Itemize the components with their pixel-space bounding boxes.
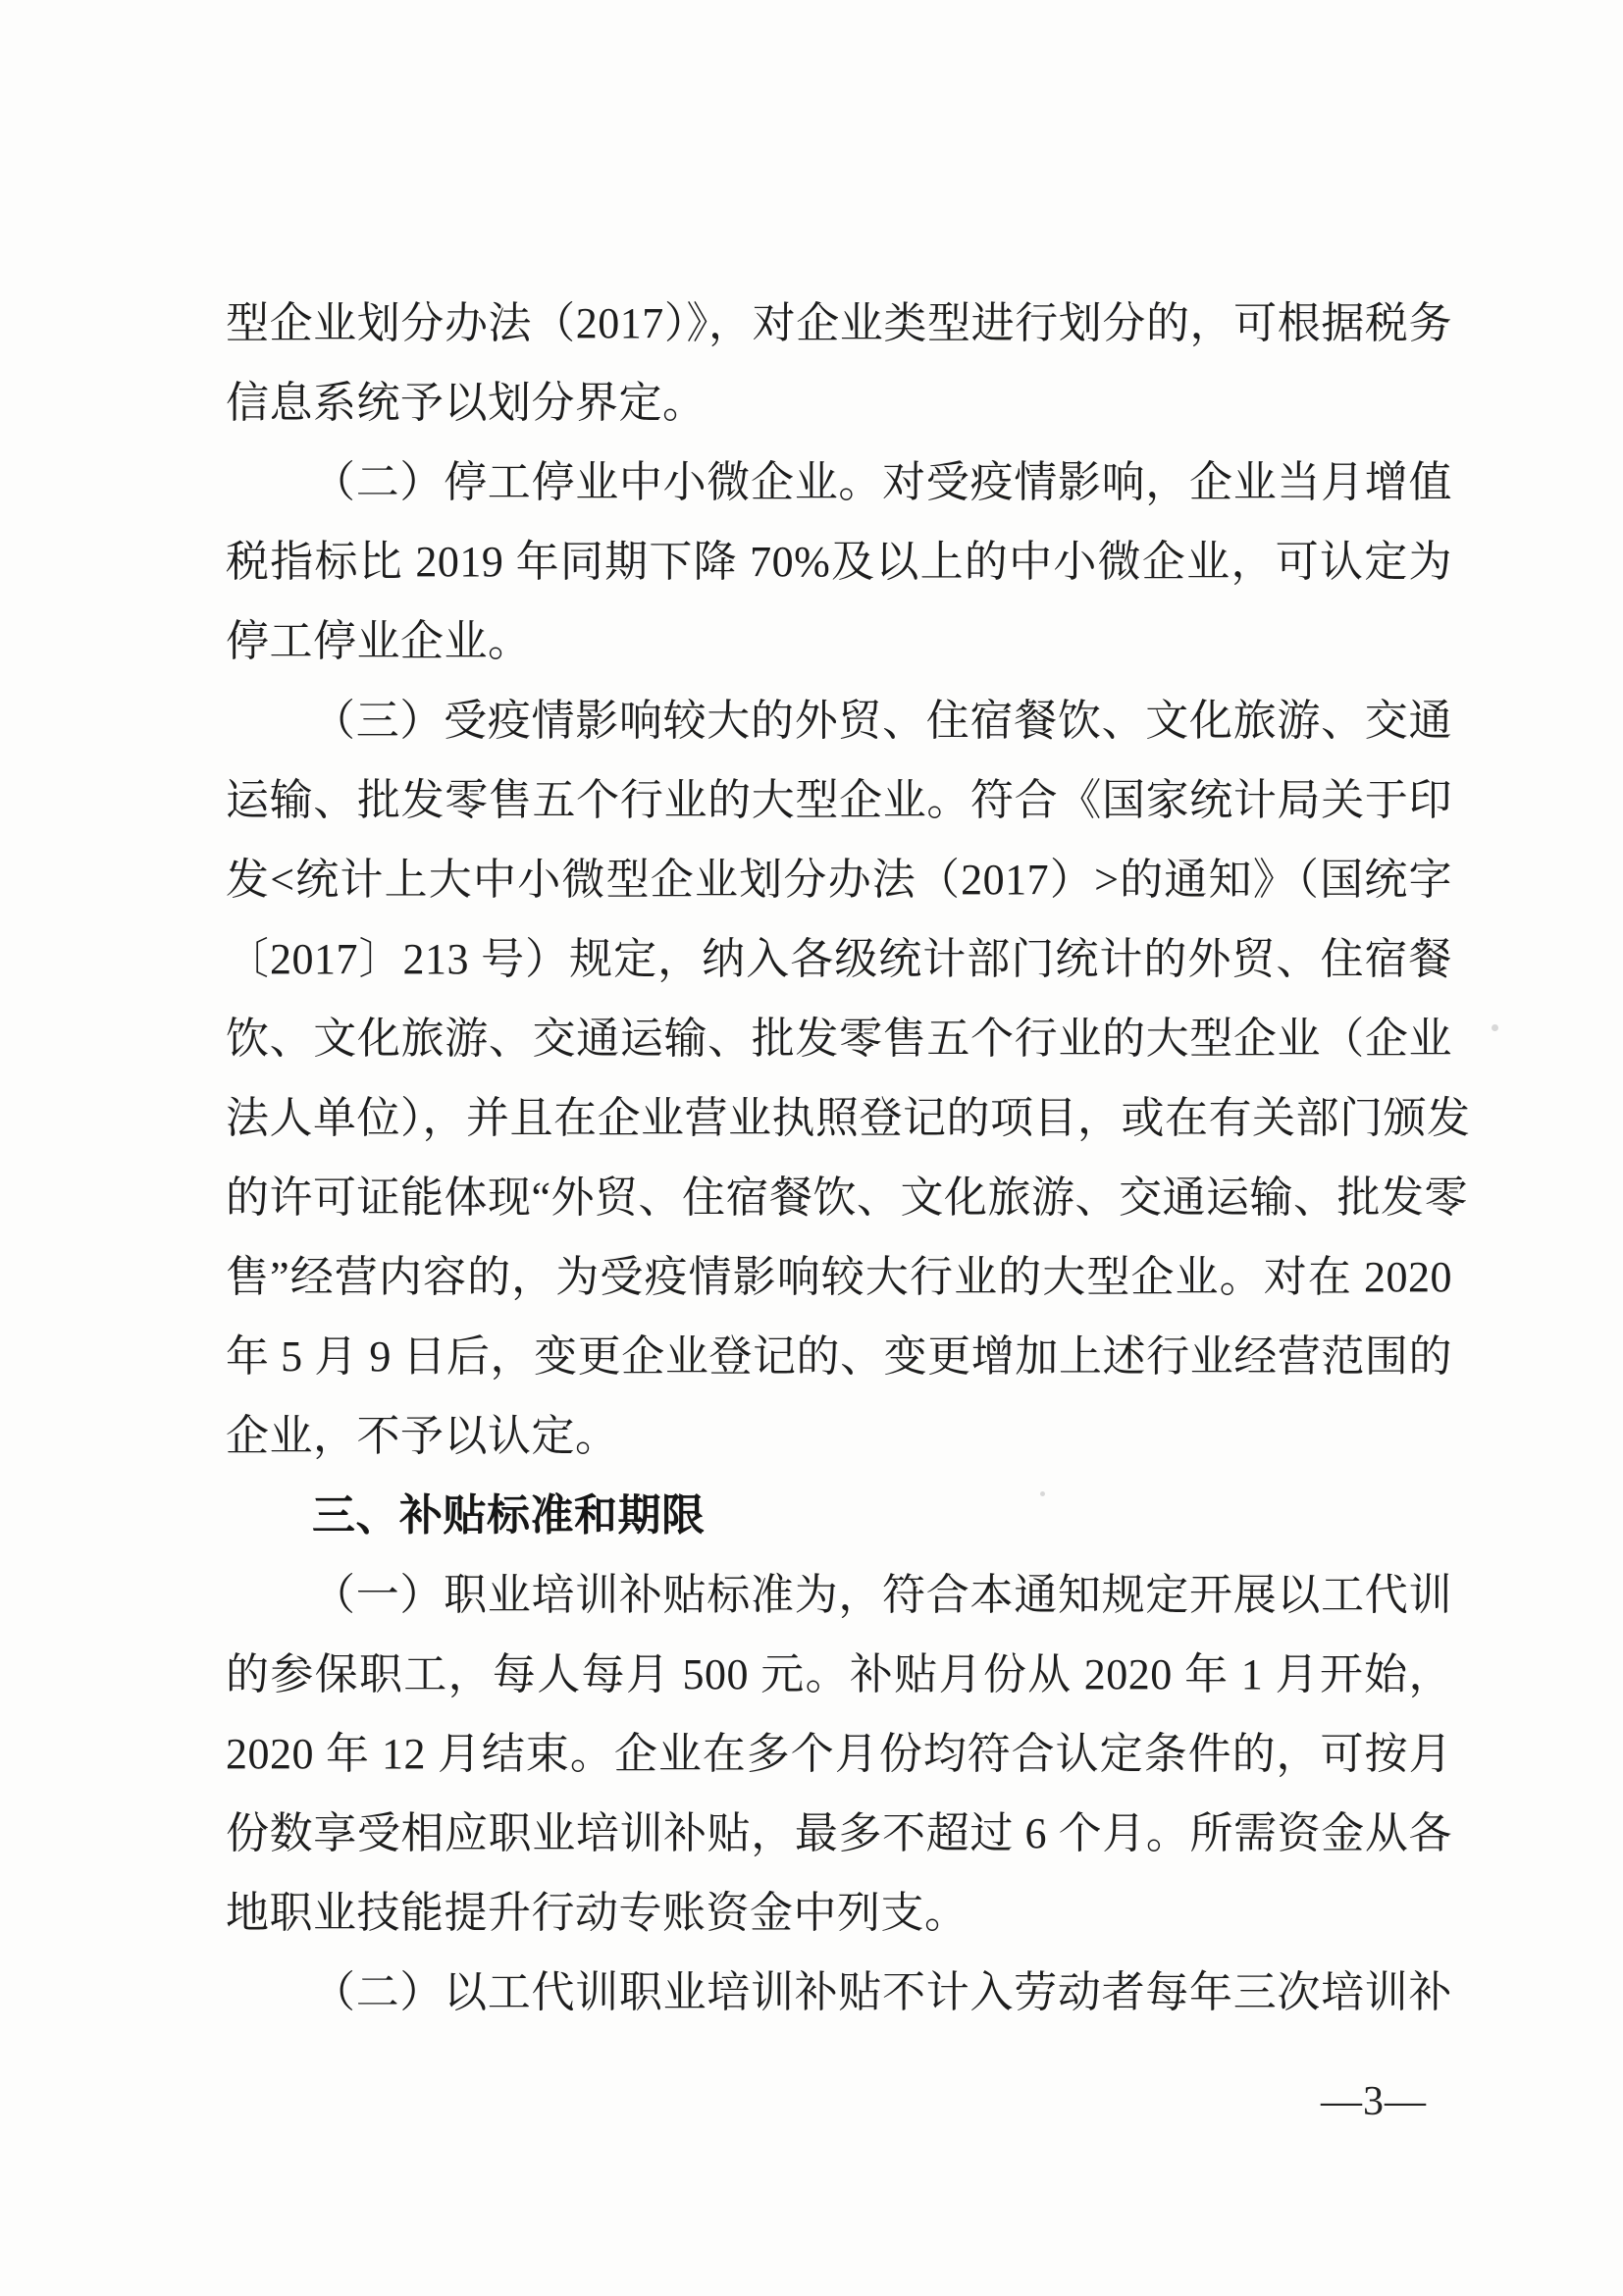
document-body <box>226 284 1471 2032</box>
text-line: （三）受疫情影响较大的外贸、住宿餐饮、文化旅游、交通 <box>312 697 1452 745</box>
text-line: 信息系统予以划分界定。 <box>226 379 707 427</box>
text-line: 型企业划分办法（2017）》，对企业类型进行划分的，可根据税务 <box>226 299 1452 347</box>
text-line: 2020 年 12 月结束。企业在多个月份均符合认定条件的，可按月 <box>226 1730 1452 1778</box>
text-line: 年 5 月 9 日后，变更企业登记的、变更增加上述行业经营范围的 <box>226 1332 1452 1381</box>
text-line: 份数享受相应职业培训补贴，最多不超过 6 个月。所需资金从各 <box>226 1809 1452 1857</box>
page-number: —3— <box>1321 2079 1427 2124</box>
text-line: 法人单位），并且在企业营业执照登记的项目，或在有关部门颁发 <box>226 1094 1471 1142</box>
text-line: 税指标比 2019 年同期下降 70%及以上的中小微企业，可认定为 <box>226 538 1452 586</box>
scan-speck <box>1040 1491 1045 1496</box>
scan-speck <box>1492 1024 1498 1031</box>
text-line: 停工停业企业。 <box>226 617 532 665</box>
text-line: （一）职业培训补贴标准为，符合本通知规定开展以工代训 <box>312 1571 1452 1619</box>
text-line: 〔2017〕213 号）规定，纳入各级统计部门统计的外贸、住宿餐 <box>226 935 1452 983</box>
text-line: 售”经营内容的，为受疫情影响较大行业的大型企业。对在 2020 <box>226 1253 1452 1301</box>
text-line: 运输、批发零售五个行业的大型企业。符合《国家统计局关于印 <box>226 776 1452 824</box>
text-line: 的参保职工，每人每月 500 元。补贴月份从 2020 年 1 月开始， <box>226 1650 1452 1698</box>
text-line: 饮、文化旅游、交通运输、批发零售五个行业的大型企业（企业 <box>226 1015 1452 1063</box>
text-line: 的许可证能体现“外贸、住宿餐饮、文化旅游、交通运输、批发零 <box>226 1174 1469 1222</box>
text-line: 企业，不予以认定。 <box>226 1412 619 1460</box>
text-line: （二）以工代训职业培训补贴不计入劳动者每年三次培训补 <box>312 1968 1452 2016</box>
text-line: 地职业技能提升行动专账资金中列支。 <box>226 1889 969 1937</box>
text-line: （二）停工停业中小微企业。对受疫情影响，企业当月增值 <box>312 458 1452 506</box>
text-line: 发<统计上大中小微型企业划分办法（2017）>的通知》（国统字 <box>226 856 1452 904</box>
section-heading: 三、补贴标准和期限 <box>312 1491 706 1539</box>
